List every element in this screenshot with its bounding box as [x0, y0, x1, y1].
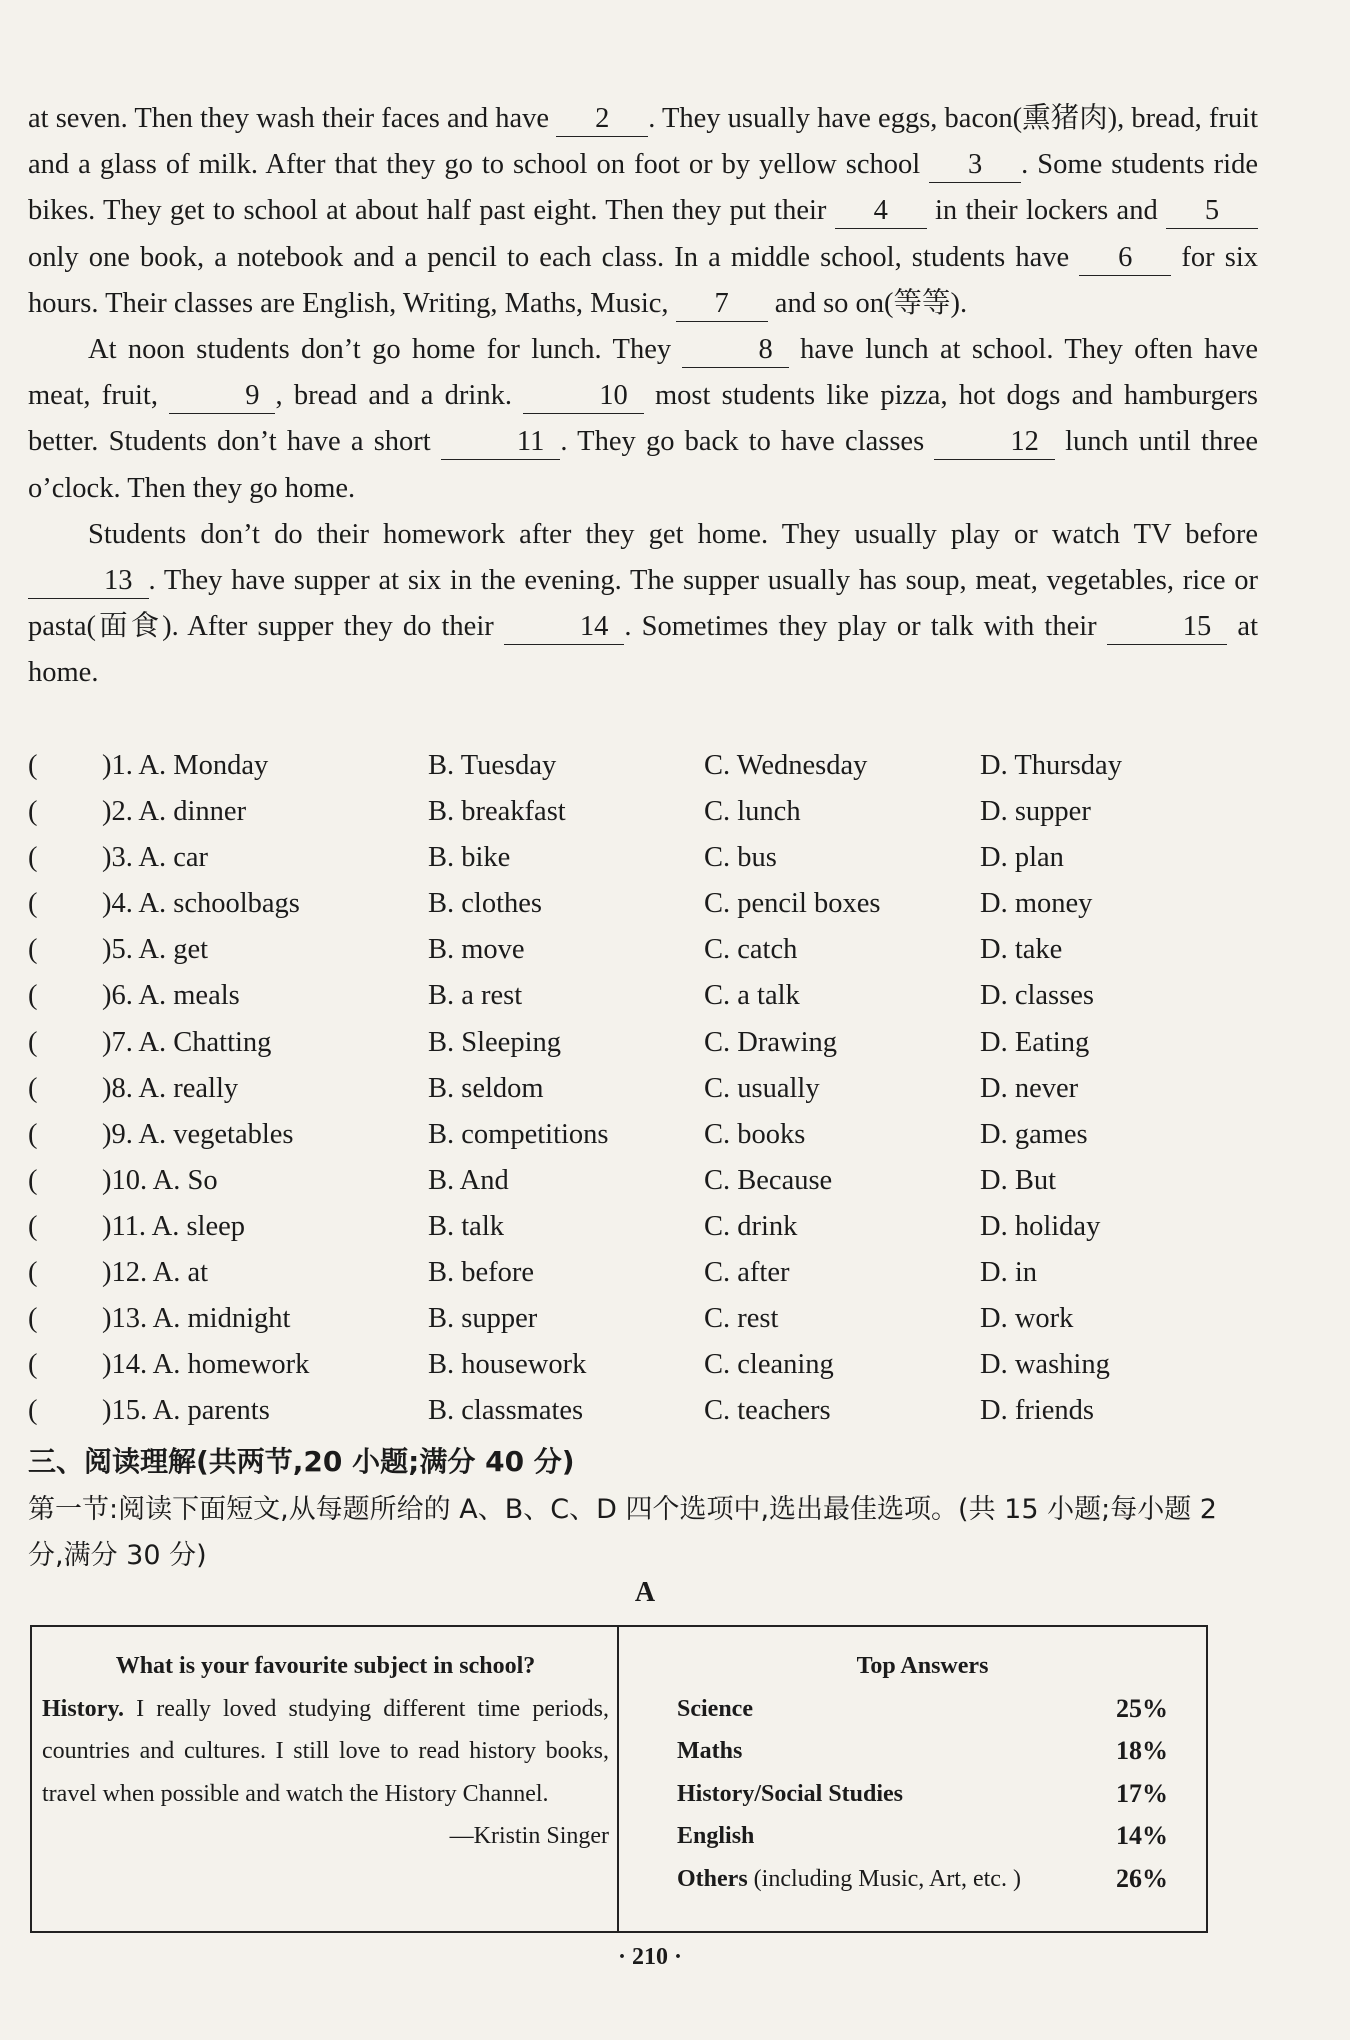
answer-subject: Others: [677, 1865, 748, 1892]
option-a: )11. A. sleep: [102, 1210, 246, 1242]
option-b: B. Tuesday: [428, 750, 557, 781]
passage-text: At noon students don’t go home for lunch. They: [88, 334, 683, 366]
answer-paren: (: [28, 1026, 38, 1058]
passage-text: only one book, a notebook and a pencil to each class. In a middle school, students have: [28, 241, 1080, 273]
option-b: B. supper: [428, 1303, 538, 1335]
answer-label: [677, 1730, 742, 1773]
option-b: B. before: [428, 1257, 535, 1289]
paragraph-1: [28, 96, 1258, 327]
question-row: [28, 1066, 1278, 1112]
passage-text: . Sometimes they play or talk with their: [624, 611, 1107, 643]
passage-text: lunch until three o’clock. Then they go home.: [28, 426, 1259, 504]
question-row: [28, 1112, 1278, 1158]
blank-13: 13: [28, 564, 149, 599]
answer-subject: Maths: [677, 1738, 743, 1764]
box-question: What is your favourite subject in school?: [115, 1653, 536, 1679]
option-b: B. move: [428, 934, 525, 966]
option-c: C. books: [704, 1118, 806, 1150]
answer-percent: 25%: [1116, 1693, 1168, 1723]
passage-text: for six hours. Their classes are English, Writing, Maths, Music,: [28, 241, 1258, 319]
option-c: C. Drawing: [704, 1026, 837, 1058]
blank-3: 3: [929, 148, 1021, 183]
answer-subject: History/Social Studies: [677, 1780, 904, 1807]
option-d: D. supper: [980, 796, 1091, 828]
option-d: D. holiday: [980, 1210, 1101, 1242]
passage-text: at seven. Then they wash their faces and have: [28, 103, 557, 134]
option-a: )15. A. parents: [102, 1395, 270, 1427]
option-c: C. Wednesday: [704, 750, 868, 781]
answer-percent: 18%: [1116, 1736, 1168, 1765]
question-row: [28, 1342, 1278, 1388]
blank-8: 8: [682, 333, 788, 368]
passage-text: , bread and a drink.: [275, 380, 524, 412]
part-label: A: [634, 1577, 656, 1608]
option-c: C. Because: [704, 1164, 833, 1196]
question-row: [28, 1250, 1278, 1296]
option-c: C. teachers: [704, 1395, 831, 1427]
option-c: C. drink: [704, 1210, 798, 1242]
option-d: D. in: [980, 1257, 1037, 1289]
option-b: B. bike: [428, 842, 511, 874]
option-c: C. bus: [704, 842, 777, 874]
answer-paren: (: [28, 1072, 38, 1104]
answer-label: [677, 1858, 1021, 1901]
option-b: B. seldom: [428, 1072, 544, 1104]
quote-text: [42, 1688, 609, 1816]
passage-text: Students don’t do their homework after they get home. They usually play or watch TV before: [88, 518, 1258, 550]
blank-11: 11: [441, 425, 560, 460]
cloze-passage: [28, 96, 1258, 697]
option-d: D. Thursday: [980, 750, 1122, 781]
passage-text: in their lockers and: [926, 195, 1166, 227]
option-c: C. usually: [704, 1072, 820, 1104]
option-b: B. housework: [428, 1349, 587, 1381]
answer-paren: (: [28, 980, 38, 1012]
answer-row: [677, 1858, 1168, 1901]
passage-text: and so on(等等).: [767, 287, 968, 319]
option-d: D. Eating: [980, 1026, 1090, 1058]
question-row: [28, 1204, 1278, 1250]
answer-paren: (: [28, 750, 38, 781]
passage-text: . They usually have eggs, bacon(熏猪肉), bread, fruit and a glass of milk. After that they go to school on foot or by yellow school: [28, 103, 1258, 181]
passage-text: most students like pizza, hot dogs and hamburgers better. Students don’t have a short: [28, 380, 1259, 458]
option-b: B. a rest: [428, 980, 523, 1012]
option-d: D. never: [980, 1072, 1079, 1104]
blank-5: 5: [1166, 194, 1258, 229]
option-d: D. plan: [980, 842, 1064, 874]
option-c: C. after: [704, 1257, 790, 1289]
blank-2: 2: [556, 102, 648, 137]
question-row: [28, 743, 1278, 789]
quote-panel: [32, 1627, 619, 1931]
option-a: )1. A. Monday: [102, 750, 269, 781]
question-row: [28, 1296, 1278, 1342]
paragraph-3: [28, 512, 1258, 697]
option-c: C. rest: [704, 1303, 779, 1335]
question-row: [28, 1020, 1278, 1066]
answer-percent: 14%: [1116, 1821, 1168, 1850]
reading-box: [30, 1625, 1208, 1933]
blank-6: 6: [1079, 241, 1171, 276]
options-list: [28, 743, 1278, 1434]
answer-row: [677, 1688, 1168, 1731]
blank-15: 15: [1107, 610, 1228, 645]
option-d: D. washing: [980, 1349, 1110, 1381]
answer-label: [677, 1688, 753, 1731]
answer-percent: 26%: [1116, 1863, 1168, 1893]
question-row: [28, 1388, 1278, 1434]
option-c: C. catch: [704, 934, 798, 966]
question-row: [28, 973, 1278, 1019]
answer-paren: (: [28, 1349, 38, 1381]
answer-row: [677, 1730, 1168, 1773]
question-row: [28, 927, 1278, 973]
option-c: C. pencil boxes: [704, 888, 881, 920]
option-b: B. And: [428, 1164, 509, 1196]
answer-paren: (: [28, 1303, 38, 1335]
answer-row: [677, 1815, 1168, 1858]
option-c: C. cleaning: [704, 1349, 834, 1381]
answer-paren: (: [28, 796, 38, 828]
paragraph-2: [28, 327, 1258, 512]
option-d: D. friends: [980, 1395, 1094, 1427]
section-title: 三、阅读理解(共两节,20 小题;满分 40 分): [28, 1445, 575, 1478]
option-a: )3. A. car: [102, 842, 209, 874]
question-row: [28, 1158, 1278, 1204]
option-d: D. But: [980, 1164, 1057, 1196]
answers-panel: [619, 1627, 1206, 1931]
option-a: )7. A. Chatting: [102, 1026, 272, 1058]
passage-text: . Some students ride bikes. They get to school at about half past eight. Then they put their: [28, 149, 1258, 227]
answers-list: [677, 1688, 1168, 1901]
option-c: C. a talk: [704, 980, 800, 1012]
question-row: [28, 881, 1278, 927]
option-b: B. breakfast: [428, 796, 566, 828]
blank-7: 7: [676, 287, 768, 322]
option-c: C. lunch: [704, 796, 801, 828]
passage-text: . They go back to have classes: [560, 426, 935, 458]
option-a: )10. A. So: [102, 1164, 218, 1196]
option-b: B. clothes: [428, 888, 542, 920]
page-number: · 210 ·: [617, 1944, 682, 1970]
answer-subject: Science: [677, 1695, 753, 1722]
answer-paren: (: [28, 1164, 38, 1196]
answer-paren: (: [28, 1257, 38, 1289]
quote-body: I really loved studying different time periods, countries and cultures. I still love to read history books, travel when possible and watch the History Channel.: [42, 1695, 609, 1807]
option-b: B. talk: [428, 1210, 504, 1242]
answer-paren: (: [28, 934, 38, 966]
option-d: D. take: [980, 934, 1063, 966]
option-d: D. money: [980, 888, 1093, 920]
option-a: )2. A. dinner: [102, 796, 247, 828]
answer-paren: (: [28, 888, 38, 920]
passage-text: have lunch at school. They often have meat, fruit,: [28, 334, 1258, 412]
option-a: )9. A. vegetables: [102, 1118, 294, 1150]
option-a: )4. A. schoolbags: [102, 888, 300, 920]
answer-row: [677, 1773, 1168, 1816]
option-a: )8. A. really: [102, 1072, 239, 1104]
blank-12: 12: [934, 425, 1055, 460]
option-b: B. classmates: [428, 1395, 584, 1427]
option-a: )5. A. get: [102, 934, 209, 966]
answer-paren: (: [28, 1395, 38, 1427]
option-a: )13. A. midnight: [102, 1303, 291, 1335]
option-a: )12. A. at: [102, 1257, 209, 1289]
quote-signature: —Kristin Singer: [449, 1823, 609, 1849]
option-d: D. games: [980, 1118, 1088, 1150]
passage-text: . They have supper at six in the evening. The supper usually has soup, meat, vegetables, rice or pasta(面食). After supper they do their: [28, 565, 1258, 643]
question-row: [28, 835, 1278, 881]
answer-label: [677, 1773, 903, 1816]
answer-label: [677, 1815, 754, 1858]
option-b: B. competitions: [428, 1118, 609, 1150]
blank-4: 4: [835, 194, 927, 229]
option-b: B. Sleeping: [428, 1026, 561, 1058]
answer-note: (including Music, Art, etc. ): [747, 1865, 1021, 1892]
answer-percent: 17%: [1116, 1778, 1168, 1808]
passage-text: at home.: [28, 611, 1259, 689]
answer-paren: (: [28, 1210, 38, 1242]
answer-subject: English: [677, 1823, 755, 1849]
question-row: [28, 789, 1278, 835]
option-a: )14. A. homework: [102, 1349, 310, 1381]
answers-title: Top Answers: [856, 1653, 989, 1679]
answer-paren: (: [28, 842, 38, 874]
quote-lead: History.: [42, 1695, 124, 1722]
option-d: D. classes: [980, 980, 1094, 1012]
blank-14: 14: [504, 610, 625, 645]
blank-9: 9: [169, 379, 275, 414]
option-d: D. work: [980, 1303, 1074, 1335]
blank-10: 10: [523, 379, 644, 414]
option-a: )6. A. meals: [102, 980, 240, 1012]
section-instructions: 第一节:阅读下面短文,从每题所给的 A、B、C、D 四个选项中,选出最佳选项。(共 15 小题;每小题 2 分,满分 30 分): [28, 1494, 1217, 1571]
answer-paren: (: [28, 1118, 38, 1150]
